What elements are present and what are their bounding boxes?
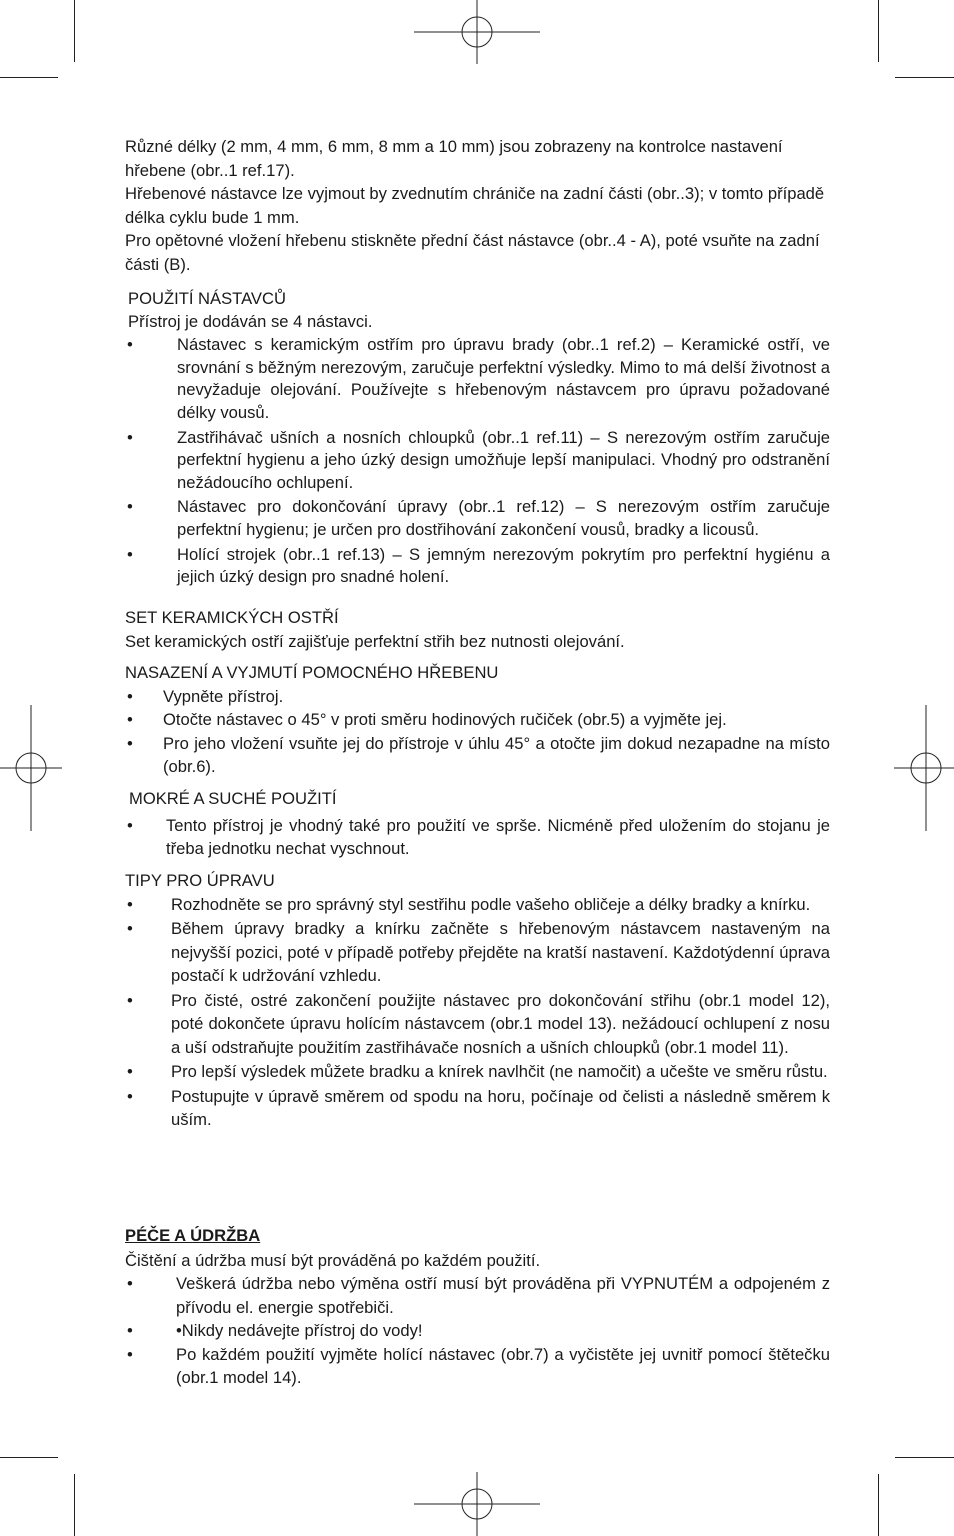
section-heading: SET KERAMICKÝCH OSTŘÍ [125, 608, 339, 627]
crop-mark [74, 1474, 75, 1536]
list-item: • Během úpravy bradky a knírku začněte s hřebenovým nástavcem nastaveným na nejvyšší pozici, poté v případě potřeby přejděte na kratší nastavení. Každotýdenní úprava postačí k udržování vzhledu. [125, 917, 830, 988]
list-item: • Pro jeho vložení vsuňte jej do přístroje v úhlu 45° a otočte jim dokud nezapadne na místo (obr.6). [125, 732, 830, 779]
crop-mark [74, 0, 75, 62]
list-item: • Rozhodněte se pro správný styl sestřihu podle vašeho obličeje a délky bradky a knírku. [125, 893, 830, 917]
wetdry-section [125, 787, 830, 861]
section-heading: PÉČE A ÚDRŽBA [125, 1226, 261, 1245]
list-item: • Holící strojek (obr..1 ref.13) – S jemným nerezovým pokrytím pro perfektní hygiénu a jejich úzký design pro snadné holení. [125, 544, 830, 589]
registration-mark-icon [414, 1472, 540, 1536]
crop-mark [895, 1457, 954, 1458]
section-heading: NASAZENÍ A VYJMUTÍ POMOCNÉHO HŘEBENU [125, 663, 499, 682]
tips-list [125, 893, 830, 1132]
crop-mark [878, 0, 879, 62]
list-item: • Veškerá údržba nebo výměna ostří musí být prováděna při VYPNUTÉM a odpojeném z přívodu el. energie spotřebiči. [125, 1272, 830, 1319]
comb-section [125, 661, 830, 779]
registration-mark-icon [0, 705, 62, 831]
section-heading: MOKRÉ A SUCHÉ POUŽITÍ [129, 789, 337, 808]
list-item: • Po každém použití vyjměte holící nástavec (obr.7) a vyčistěte jej uvnitř pomocí štětečku (obr.1 model 14). [125, 1343, 830, 1390]
registration-mark-icon [414, 0, 540, 64]
tips-section [125, 869, 830, 1132]
section-lead: Přístroj je dodáván se 4 nástavci. [128, 311, 373, 331]
list-item: • Vypněte přístroj. [125, 685, 830, 709]
attachments-section [125, 288, 830, 589]
intro-section [125, 135, 830, 276]
crop-mark [895, 77, 954, 78]
care-list [125, 1272, 830, 1390]
list-item: • Tento přístroj je vhodný také pro použití ve sprše. Nicméně před uložením do stojanu je třeba jednotku nechat vyschnout. [125, 814, 830, 861]
crop-mark [878, 1474, 879, 1536]
comb-list [125, 685, 830, 779]
list-item: • Nástavec pro dokončování úpravy (obr..1 ref.12) – S nerezovým ostřím zaručuje perfektní hygienu; je určen pro dostřihování zakončení vousů, bradky a licousů. [125, 496, 830, 541]
section-heading: POUŽITÍ NÁSTAVCŮ [128, 289, 286, 308]
list-item: • •Nikdy nedávejte přístroj do vody! [125, 1319, 830, 1343]
registration-mark-icon [894, 705, 954, 831]
intro-paragraph: Hřebenové nástavce lze vyjmout by zvednutím chrániče na zadní části (obr..3); v tomto případě délka cyklu bude 1 mm. [125, 184, 825, 227]
section-lead: Čištění a údržba musí být prováděná po každém použití. [125, 1250, 541, 1270]
list-item: • Pro čisté, ostré zakončení použijte nástavec pro dokončování střihu (obr.1 model 12), poté dokončete úpravu holícím nástavcem (obr.1 model 13). nežádoucí ochlupení z nosu a uší odstraňujte použitím zastřihávače nosních a ušních chloupků (obr.1 model 11). [125, 989, 830, 1060]
intro-paragraph: Pro opětovné vložení hřebenu stiskněte přední část nástavce (obr..4 - A), poté vsuňte na zadní části (B). [125, 231, 820, 274]
care-section [125, 1224, 830, 1390]
list-item: • Zastřihávač ušních a nosních chloupků (obr..1 ref.11) – S nerezovým ostřím zaručuje perfektní hygienu a jeho úzký design umožňuje lepší manipulaci. Vhodný pro odstranění nežádoucího ochlupení. [125, 427, 830, 495]
list-item: • Postupujte v úpravě směrem od spodu na horu, počínaje od čelisti a následně směrem k uším. [125, 1085, 830, 1132]
section-heading: TIPY PRO ÚPRAVU [125, 871, 275, 890]
crop-mark [0, 1457, 58, 1458]
intro-paragraph: Různé délky (2 mm, 4 mm, 6 mm, 8 mm a 10 mm) jsou zobrazeny na kontrolce nastavení hřebene (obr..1 ref.17). [125, 137, 783, 180]
list-item: • Otočte nástavec o 45° v proti směru hodinových ručiček (obr.5) a vyjměte jej. [125, 708, 830, 732]
crop-mark [0, 77, 58, 78]
list-item: • Pro lepší výsledek můžete bradku a knírek navlhčit (ne namočit) a učešte ve směru růstu. [125, 1060, 830, 1084]
ceramic-section [125, 606, 830, 653]
list-item: • Nástavec s keramickým ostřím pro úpravu brady (obr..1 ref.2) – Keramické ostří, ve srovnání s běžným nerezovým, zaručuje perfektní výsledky. Mimo to má delší životnost a nevyžaduje olejování. Používejte s hřebenovým nástavcem pro úpravu požadované délky vousů. [125, 334, 830, 424]
wetdry-list [125, 814, 830, 861]
attachments-list [125, 334, 830, 589]
section-text: Set keramických ostří zajišťuje perfektní střih bez nutnosti olejování. [125, 631, 625, 651]
